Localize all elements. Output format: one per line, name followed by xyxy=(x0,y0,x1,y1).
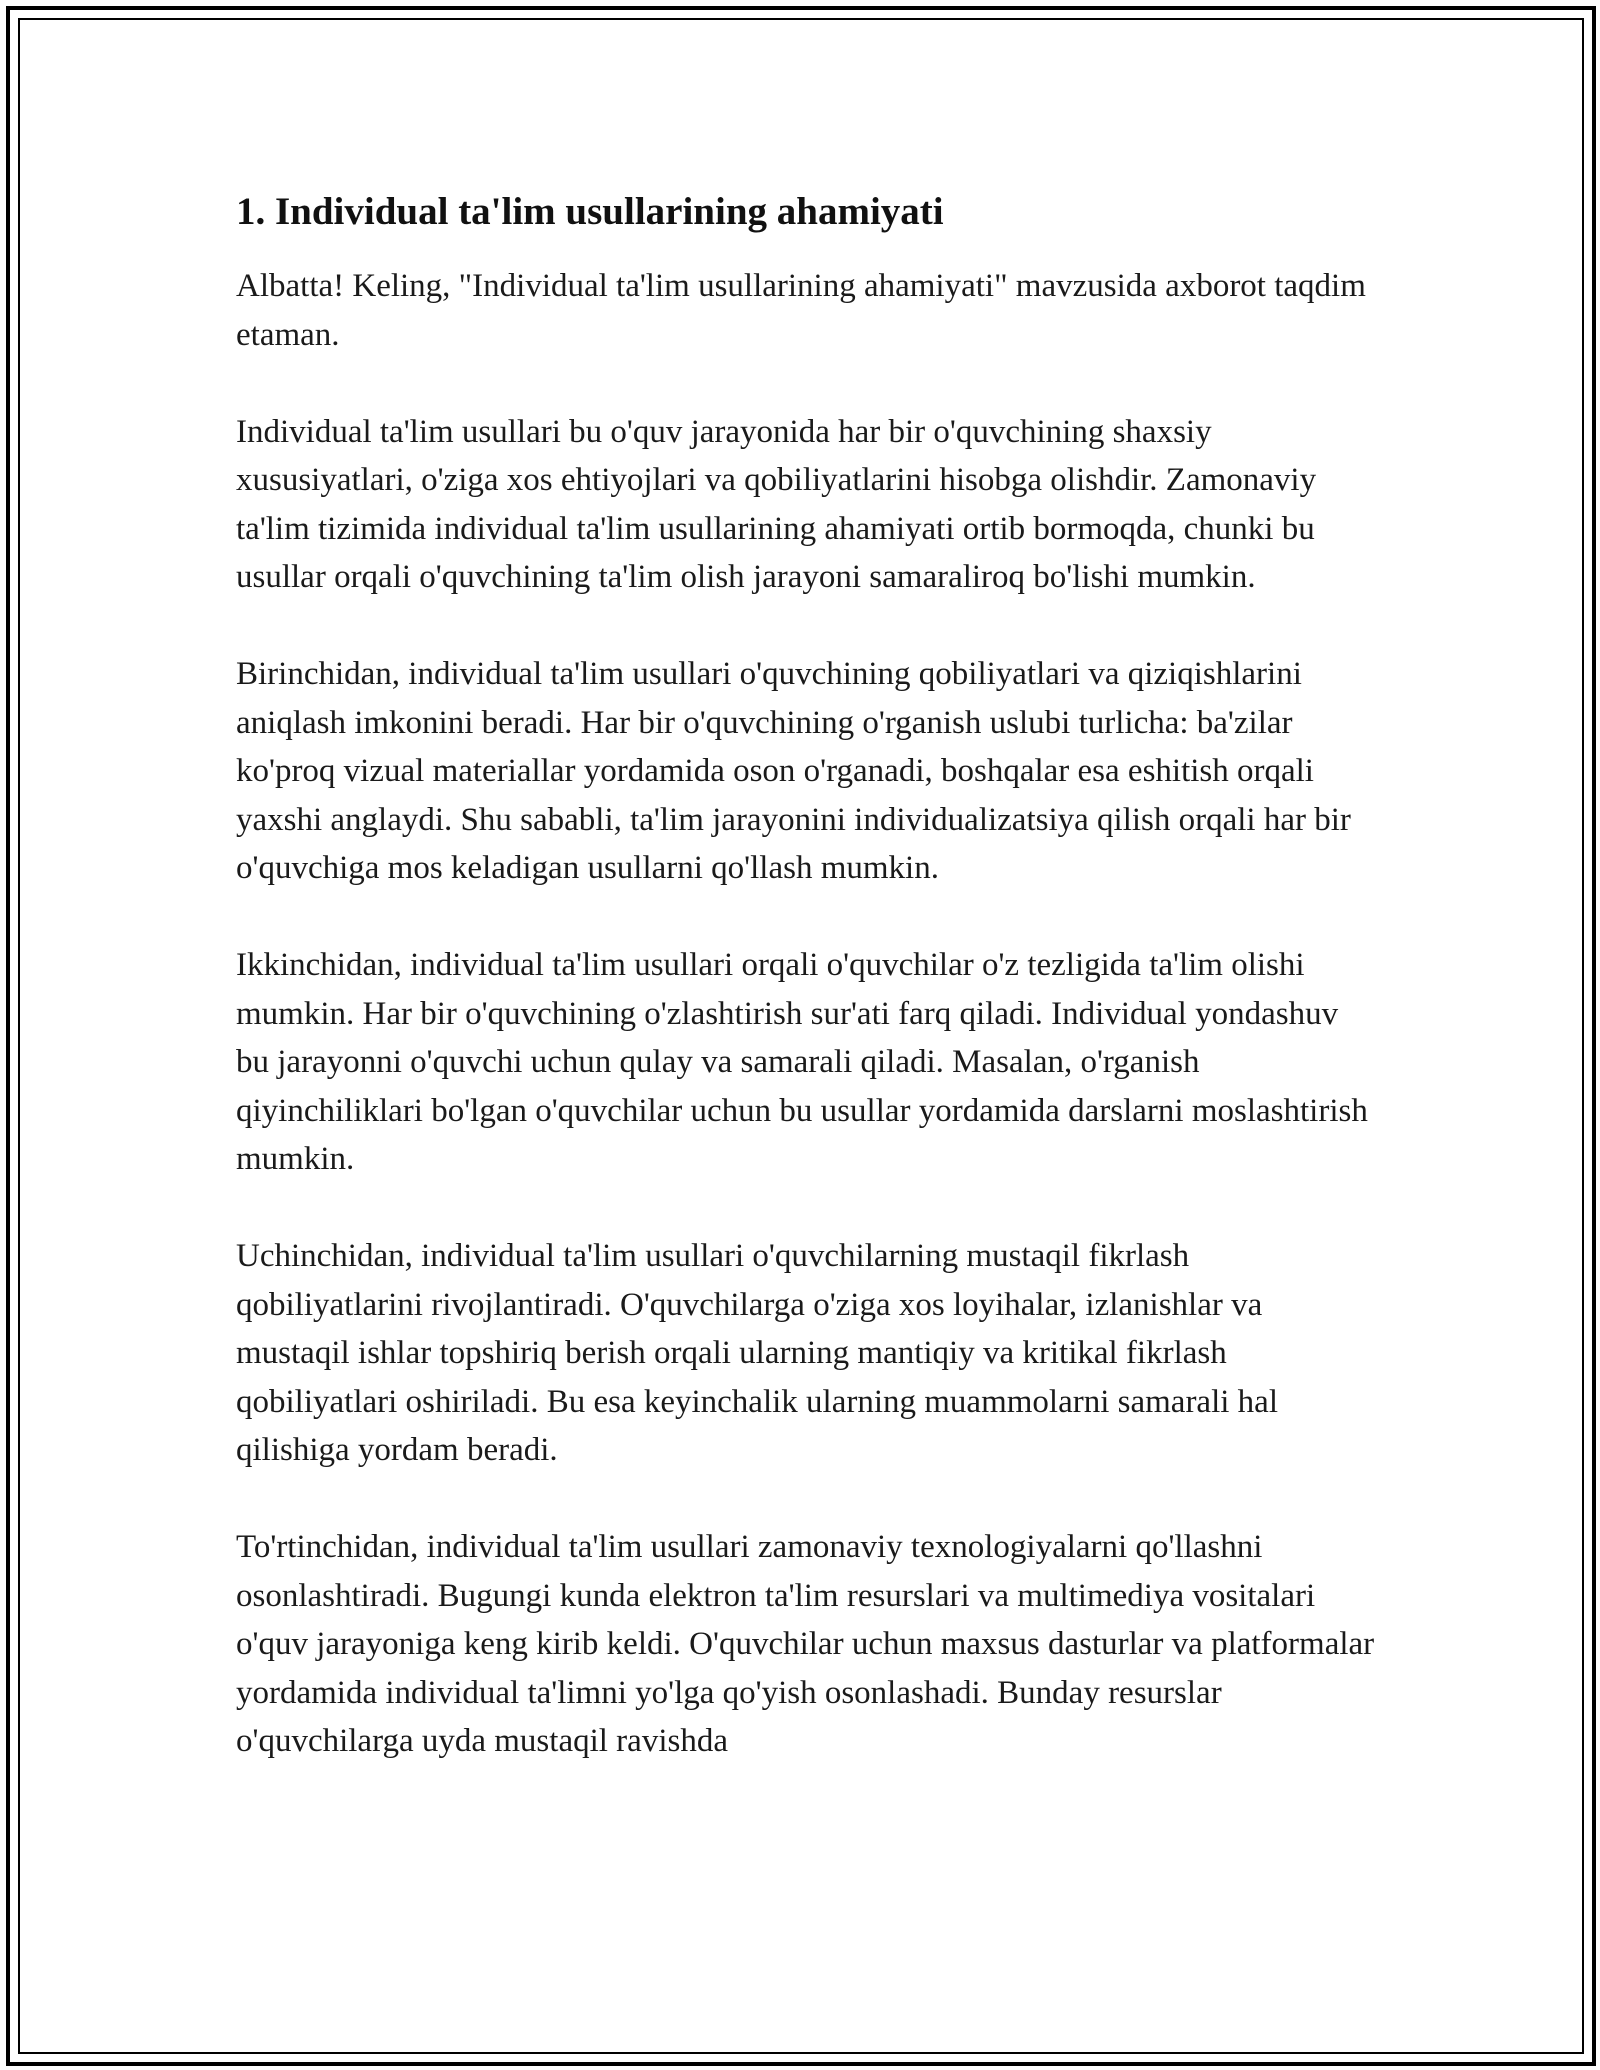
section-heading: 1. Individual ta'lim usullarining ahamiyati xyxy=(236,190,944,233)
paragraph-third-point: Uchinchidan, individual ta'lim usullari o'quvchilarning mustaqil fikrlash qobiliyatlarini rivojlantiradi. O'quvchilarga o'ziga xos loyihalar, izlanishlar va mustaqil ishlar topshiriq berish orqali ularning mantiqiy va kritikal fikrlash qobiliyatlari oshiriladi. Bu esa keyinchalik ularning muammolarni samarali hal qilishiga yordam beradi. xyxy=(236,1238,1278,1468)
paragraph-first-point: Birinchidan, individual ta'lim usullari o'quvchining qobiliyatlari va qiziqishlarini aniqlash imkonini beradi. Har bir o'quvchining o'rganish uslubi turlicha: ba'zilar ko'proq vizual materiallar yordamida oson o'rganadi, boshqalar esa eshitish orqali yaxshi anglaydi. Shu sababli, ta'lim jarayonini individualizatsiya qilish orqali har bir o'quvchiga mos keladigan usullarni qo'llash mumkin. xyxy=(236,656,1351,886)
paragraph-definition: Individual ta'lim usullari bu o'quv jarayonida har bir o'quvchining shaxsiy xususiyatlari, o'ziga xos ehtiyojlari va qobiliyatlarini hisobga olishdir. Zamonaviy ta'lim tizimida individual ta'lim usullarining ahamiyati ortib bormoqda, chunki bu usullar orqali o'quvchining ta'lim olish jarayoni samaraliroq bo'lishi mumkin. xyxy=(236,413,1317,595)
paragraph-second-point: Ikkinchidan, individual ta'lim usullari orqali o'quvchilar o'z tezligida ta'lim olishi mumkin. Har bir o'quvchining o'zlashtirish sur'ati farq qiladi. Individual yondashuv bu jarayonni o'quvchi uchun qulay va samarali qiladi. Masalan, o'rganish qiyinchiliklari bo'lgan o'quvchilar uchun bu usullar yordamida darslarni moslashtirish mumkin. xyxy=(236,947,1368,1177)
paragraph-intro: Albatta! Keling, "Individual ta'lim usullarining ahamiyati" mavzusida axborot taqdim etaman. xyxy=(236,268,1366,353)
document-body xyxy=(236,186,1376,1766)
paragraph-fourth-point: To'rtinchidan, individual ta'lim usullari zamonaviy texnologiyalarni qo'llashni osonlashtiradi. Bugungi kunda elektron ta'lim resurslari va multimediya vositalari o'quv jarayoniga keng kirib keldi. O'quvchilar uchun maxsus dasturlar va platformalar yordamida individual ta'limni yo'lga qo'yish osonlashadi. Bunday resurslar o'quvchilarga uyda mustaqil ravishda xyxy=(236,1529,1375,1759)
